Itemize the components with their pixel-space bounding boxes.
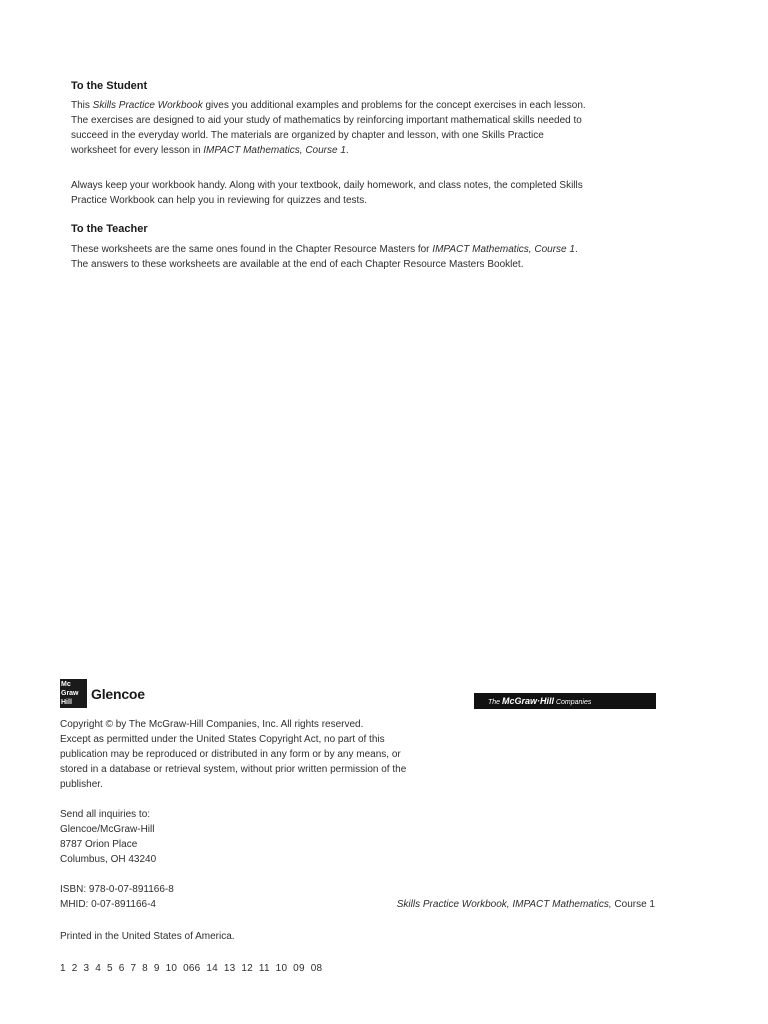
student-heading: To the Student: [71, 80, 148, 92]
copyright-block: [60, 717, 460, 792]
glencoe-logo: [60, 679, 145, 708]
mhid: MHID: 0-07-891166-4: [60, 899, 156, 910]
brand: McGraw·Hill: [502, 696, 555, 706]
address-line: Send all inquiries to:: [60, 809, 151, 820]
printed-in: Printed in the United States of America.: [60, 931, 235, 942]
student-paragraph-2: Always keep your workbook handy. Along with your textbook, daily homework, and class notes, the completed Skills Practice Workbook can help you in reviewing for quizzes and tests.: [71, 180, 583, 206]
text: These worksheets are the same ones found in the Chapter Resource Masters for: [71, 244, 433, 255]
text: Companies: [554, 699, 592, 706]
copyright-line: publication may be reproduced or distributed in any form or by any means, or: [60, 749, 401, 760]
teacher-paragraph: [71, 242, 591, 272]
logo-line: Mc: [61, 681, 71, 688]
text: The: [488, 699, 503, 706]
address-line: 8787 Orion Place: [60, 839, 138, 850]
logo-line: Graw: [61, 690, 79, 697]
logo-line: Hill: [61, 699, 72, 706]
workbook-title-italic: Skills Practice Workbook: [92, 100, 203, 111]
address-line: Glencoe/McGraw-Hill: [60, 824, 155, 835]
mcgraw-hill-logo-icon: [60, 679, 87, 708]
inquiries-address: [60, 807, 360, 867]
copyright-line: Copyright © by The McGraw-Hill Companies, Inc. All rights reserved.: [60, 719, 364, 730]
student-paragraph-1: [71, 98, 591, 158]
address-line: Columbus, OH 43240: [60, 854, 157, 865]
text: . The answers to these worksheets are available at the end of each Chapter Resource Masters Booklet.: [71, 244, 578, 270]
copyright-line: Except as permitted under the United States Copyright Act, no part of this: [60, 734, 385, 745]
printing-sequence: 1 2 3 4 5 6 7 8 9 10 066 14 13 12 11 10 09 08: [60, 963, 323, 974]
course-title-italic: IMPACT Mathematics, Course 1: [203, 145, 346, 156]
copyright-line: publisher.: [60, 779, 103, 790]
text: Skills Practice Workbook, IMPACT Mathematics,: [396, 899, 612, 910]
glencoe-wordmark: Glencoe: [91, 685, 145, 702]
teacher-heading: To the Teacher: [71, 223, 148, 235]
text: gives you additional examples and problems for the concept exercises in each lesson. The exercises are designed to aid your study of mathematics by reinforcing important mathematical skills needed to succeed in the everyday world. The materials are organized by chapter and lesson, with one Skills Practice worksheet for every lesson in: [71, 100, 586, 156]
isbn: ISBN: 978-0-07-891166-8: [60, 884, 174, 895]
copyright-line: stored in a database or retrieval system, without prior written permission of the: [60, 764, 407, 775]
text: .: [345, 145, 349, 156]
isbn-block: [60, 882, 174, 912]
book-title-footer: [397, 897, 655, 912]
course-title-italic: IMPACT Mathematics, Course 1: [432, 244, 575, 255]
mcgraw-hill-companies-bar: [474, 693, 656, 709]
text: Course 1: [611, 899, 655, 910]
text: This: [71, 100, 93, 111]
